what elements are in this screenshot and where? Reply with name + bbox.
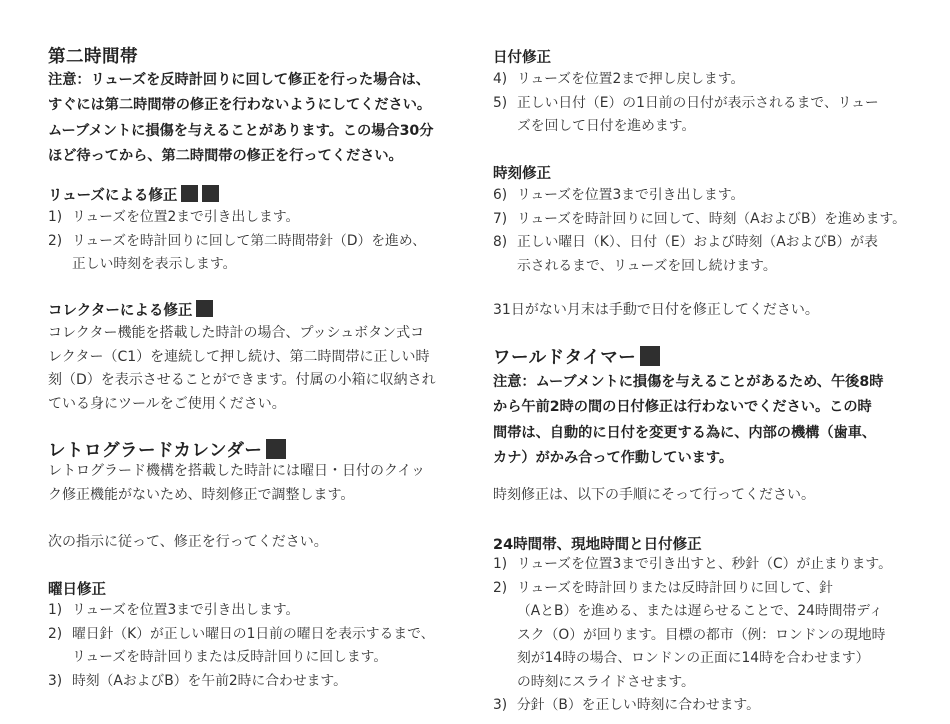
weekday-steps-list <box>48 599 434 693</box>
list-item: 2) リューズを時計回りに回して第二時間帯針（D）を進め、 正しい時刻を表示します。 <box>48 232 426 272</box>
list-item: 2) 曜日針（K）が正しい曜日の1日前の曜日を表示するまで、 リューズを時計回りまたは反時計回りに回します。 <box>48 625 435 665</box>
follow-instructions-text: 次の指示に従って、修正を行ってください。 <box>48 534 328 550</box>
world-timer-warning: 注意：ムーブメントに損傷を与えることがあるため、午後8時 から午前2時の間の日付修正は行わないでください。この時 間帯は、自動的に日付を変更する為に、内部の機構（歯車、 カナ）がかみ合って作動しています。 <box>493 374 884 466</box>
crown-steps-list <box>48 206 426 277</box>
retrograde-paragraph: レトログラード機構を搭載した時計には曜日・日付のクイッ ク修正機能がないため、時刻修正で調整します。 <box>48 463 426 503</box>
list-item: 8) 正しい曜日（K）、日付（E）および時刻（AおよびB）が表 示されるまで、リューズを回し続けます。 <box>493 234 878 274</box>
marker-square-icon <box>640 346 660 366</box>
list-item: 1) リューズを位置3まで引き出します。 <box>48 602 300 618</box>
marker-square-icon <box>196 300 213 317</box>
list-item: 1) リューズを位置3まで引き出すと、秒針（C）が止まります。 <box>493 556 892 572</box>
list-item: 6) リューズを位置3まで引き出します。 <box>493 187 745 203</box>
procedure-text: 時刻修正は、以下の手順にそって行ってください。 <box>493 487 815 503</box>
retrograde-calendar-title: レトログラードカレンダー <box>48 437 286 462</box>
marker-square-icon <box>202 185 219 202</box>
list-item: 3) 時刻（AおよびB）を午前2時に合わせます。 <box>48 672 347 689</box>
timezone-date-heading: 24時間帯、現地時間と日付修正 <box>493 537 702 553</box>
second-timezone-title: 第二時間帯 <box>48 47 138 67</box>
list-item: 3) 分針（B）を正しい時刻に合わせます。 <box>493 697 760 713</box>
crown-correction-heading: リューズによる修正 <box>48 184 219 205</box>
timezone-steps-list <box>493 553 892 718</box>
list-item: 5) 正しい日付（E）の1日前の日付が表示されるまで、リュー ズを回して日付を進めます。 <box>493 94 879 134</box>
corrector-heading: コレクターによる修正 <box>48 299 213 320</box>
world-timer-title: ワールドタイマー <box>493 344 660 369</box>
corrector-paragraph: コレクター機能を搭載した時計の場合、プッシュボタン式コ レクター（C1）を連続して押し続け、第二時間帯に正しい時 刻（D）を表示させることができます。付属の小箱に収納され ている身にツールをご使用ください。 <box>48 325 436 412</box>
list-item: 1) リューズを位置2まで引き出します。 <box>48 209 300 225</box>
second-timezone-warning: 注意：リューズを反時計回りに回して修正を行った場合は、 すぐには第二時間帯の修正を行わないようにしてください。 ムーブメントに損傷を与えることがあります。この場合30分 ほど待ってから、第二時間帯の修正を行ってください。 <box>48 72 434 164</box>
time-correction-heading: 時刻修正 <box>493 166 551 182</box>
list-item: 4) リューズを位置2まで押し戻します。 <box>493 71 745 87</box>
month-end-note: 31日がない月末は手動で日付を修正してください。 <box>493 302 819 318</box>
marker-square-icon <box>181 185 198 202</box>
date-correction-heading: 日付修正 <box>493 50 551 66</box>
weekday-correction-heading: 曜日修正 <box>48 582 106 598</box>
date-steps-list <box>493 68 879 139</box>
marker-square-icon <box>266 439 286 459</box>
list-item: 7) リューズを時計回りに回して、時刻（AおよびB）を進めます。 <box>493 210 906 227</box>
list-item: 2) リューズを時計回りまたは反時計回りに回して、針 （AとB）を進める、または遅らせることで、24時間帯ディ スク（O）が回ります。目標の都市（例：ロンドンの現地時 刻が14時の場合、ロンドンの正面に14時を合わせます） の時刻にスライドさせます。 <box>493 579 886 690</box>
time-steps-list <box>493 184 906 278</box>
